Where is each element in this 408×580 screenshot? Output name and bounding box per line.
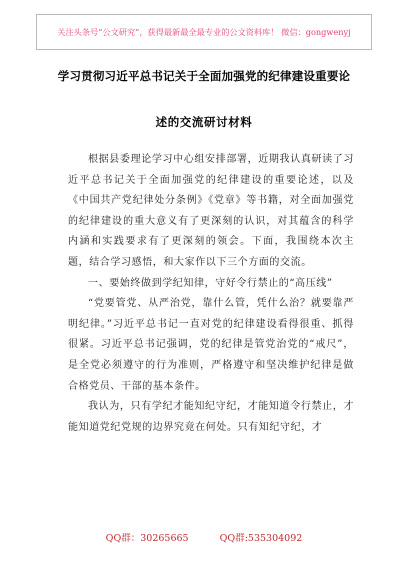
document-title-line-1: 学习贯彻习近平总书记关于全面加强党的纪律建设重要论 bbox=[57, 69, 351, 83]
document-body bbox=[68, 150, 354, 438]
body-paragraph-intro: 根据县委理论学习中心组安排部署，近期我认真研读了习近平总书记关于全面加强党的纪律建设的重要论述，以及《中国共产党纪律处分条例》《党章》等书籍，对全面加强党的纪律建设的重大意义有了更深刻的认识，对其蕴含的科学内涵和实践要求有了更深刻的领会。下面，我围绕本次主题，结合学习感悟，和大家作以下三个方面的交流。 bbox=[68, 154, 354, 268]
footer-qq-group-1: QQ群：30265665 bbox=[105, 533, 189, 544]
body-paragraph-quote: “党要管党、从严治党，靠什么管，凭什么治？就要靠严明纪律。”习近平总书记一直对党的纪律建设看得很重、抓得很紧。习近平总书记强调，党的纪律是管党治党的“戒尺”，是全党必须遵守的行为准则，严格遵守和坚决维护纪律是做合格党员、干部的基本条件。 bbox=[68, 298, 354, 392]
footer-qq-group-2: QQ群:535304092 bbox=[219, 533, 303, 544]
footer-contacts bbox=[0, 530, 408, 544]
header-banner: 关注头条号“公文研究”，获得最新最全最专业的公文资料库！ 微信：gongwenyj bbox=[36, 14, 372, 50]
section-heading-1: 一、要始终做到学纪知律，守好令行禁止的“高压线” bbox=[88, 277, 333, 289]
body-paragraph-opinion: 我认为，只有学纪才能知纪守纪，才能知道令行禁止，才能知道党纪党规的边界究竟在何处。只有知纪守纪，才 bbox=[68, 401, 354, 433]
document-title-line-2: 述的交流研讨材料 bbox=[155, 115, 253, 129]
